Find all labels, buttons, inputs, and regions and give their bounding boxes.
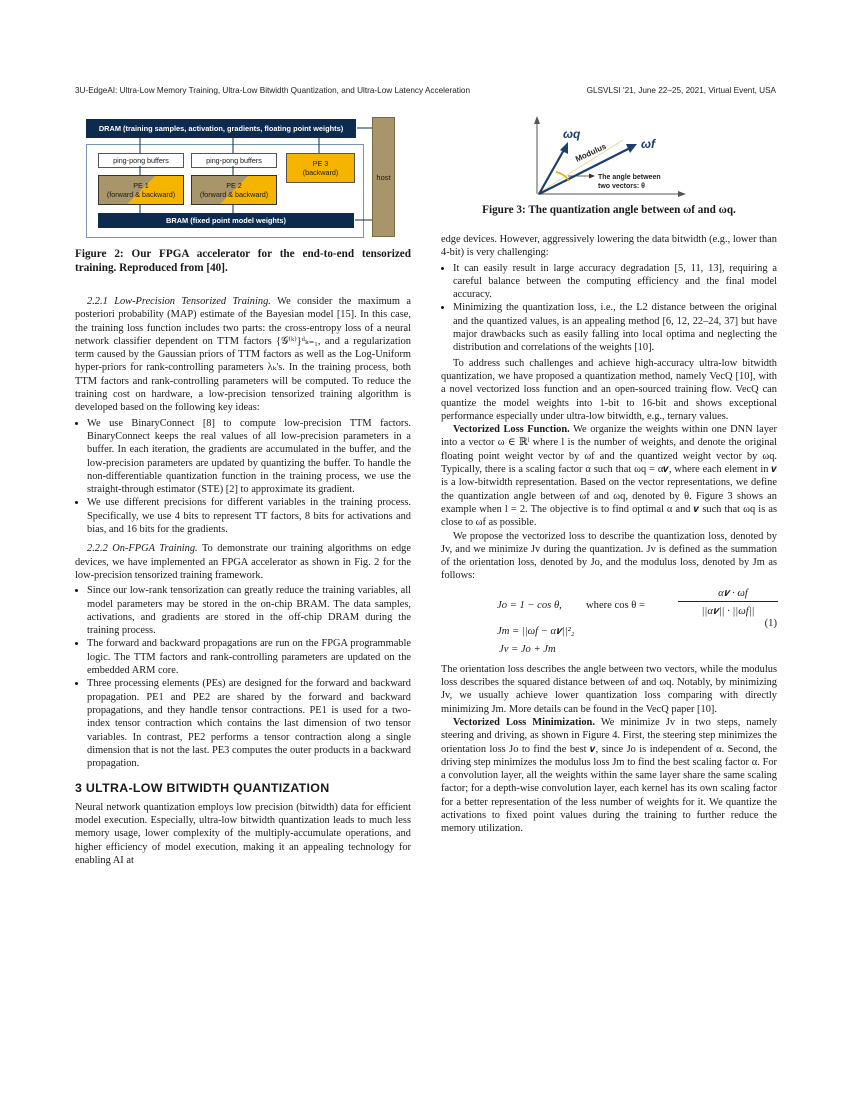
vectorized-loss-function-heading: Vectorized Loss Function. bbox=[453, 424, 570, 436]
ping-pong-buffer-2: ping-pong buffers bbox=[191, 153, 277, 168]
section-2-2-2-title: 2.2.2 On-FPGA Training. bbox=[87, 543, 198, 555]
angle-pointer-arrow-icon bbox=[589, 174, 595, 179]
figure-3-vector-diagram bbox=[525, 108, 765, 198]
right-column bbox=[441, 233, 777, 836]
equation-denominator: ||α𝒗|| · ||ωf|| bbox=[701, 605, 755, 617]
challenges-list bbox=[441, 262, 777, 355]
list-item: • The forward and backward propagations are run on the FPGA programmable logic. The TTM factors and rank-controlling parameters are updated on the embedded ARM core. bbox=[87, 637, 411, 677]
wq-label: ωq bbox=[563, 127, 581, 141]
paragraph: edge devices. However, aggressively lowering the data bitwidth (e.g., lower than 4-bit) is very challenging: bbox=[441, 234, 777, 259]
paragraph: The orientation loss describes the angle between two vectors, while the modulus loss describes the squared distance between ωf and ωq. Notably, by minimizing Jv, we usually achieve lower quantization loss comparing with directly minimizing Jm. More details can be found in the VecQ paper [10]. bbox=[441, 663, 777, 715]
equation-numerator: α𝒗 · ωf bbox=[718, 587, 748, 599]
pe1-label: PE 1 bbox=[133, 181, 149, 190]
section-2-2-2-text: To demonstrate our training algorithms on edge devices, we have implemented an FPGA accelerator as shown in Fig. 2 for the low-precision tensorized training framework. bbox=[75, 543, 411, 581]
y-axis-arrow-icon bbox=[534, 116, 540, 124]
dram-block: DRAM (training samples, activation, gradients, floating point weights) bbox=[86, 119, 356, 138]
modulus-label: Modulus bbox=[574, 141, 608, 164]
running-header-title: 3U-EdgeAI: Ultra-Low Memory Training, Ultra-Low Bitwidth Quantization, and Ultra-Low Latency Acceleration bbox=[75, 86, 470, 95]
equation-number: (1) bbox=[764, 617, 777, 629]
list-item: • Three processing elements (PEs) are designed for the forward and backward propagation. PE1 and PE2 are shared by the forward and backward propagations, and they handle tensor contractions. PE1 is used for a two-index tensor contraction which contains the last dimension of two tensor variables. In contrast, PE2 performs a tensor contraction along a single dimension that is not the last. PE3 computes the outer products in a backward propagation. bbox=[87, 677, 411, 770]
list-item: • We use different precisions for different variables in the training process. Specifically, we use 4 bits to represent TT factors, 8 bits for activations and bias, and 16 bits for the gradients. bbox=[87, 496, 411, 536]
pe3-label: PE 3 bbox=[312, 159, 329, 168]
paragraph: We minimize Jv in two steps, namely steering and driving, as shown in Figure 4. First, the steering step minimizes the orientation loss Jo to find the best 𝒗, since Jo is independent of α. Second, the driving step minimizes the modulus loss Jm to find the best scaling factor α. For a convolution layer, all the weights within the same layer share the same scaling factor; for a depth-wise convolution layer, each kernel has its own scaling factor for a better representation of the less number of weights for it. We quantize the activations to fixed point values during the training to further reduce the memory utilization. bbox=[441, 716, 777, 835]
running-header-venue: GLSVLSI '21, June 22–25, 2021, Virtual Event, USA bbox=[586, 86, 776, 95]
wq-arrowhead-icon bbox=[560, 142, 568, 154]
figure-2-caption: Figure 2: Our FPGA accelerator for the end-to-end tensorized training. Reproduced from [40]. bbox=[75, 248, 411, 274]
section-2-2-1-bullets bbox=[75, 417, 411, 537]
list-item: • Since our low-rank tensorization can greatly reduce the training variables, all model parameters may be stored in the on-chip BRAM. The data samples, activations, and gradients are stored in the off-chip DRAM during the training process. bbox=[87, 584, 411, 637]
list-item: • Minimizing the quantization loss, i.e., the L2 distance between the original and the quantized values, is an appealing method [6, 12, 22–24, 37] but have major drawbacks such as easily falling into local optima and neglecting the distribution and correlations of the weights [10]. bbox=[453, 301, 777, 354]
pe2-label: PE 2 bbox=[226, 181, 242, 190]
equation-1 bbox=[441, 587, 777, 661]
list-item: • It can easily result in large accuracy degradation [5, 11, 13], requiring a careful balance between the computing efficiency and the final model accuracy. bbox=[453, 262, 777, 302]
section-2-2-1-title: 2.2.1 Low-Precision Tensorized Training. bbox=[87, 296, 271, 307]
section-2-2-2-bullets bbox=[75, 584, 411, 770]
figure-3-caption: Figure 3: The quantization angle between ωf and ωq. bbox=[482, 204, 736, 216]
left-column bbox=[75, 295, 411, 867]
host-block: host bbox=[372, 117, 395, 237]
pe2-sub: (forward & backward) bbox=[199, 190, 269, 199]
equation-orientation: Jo = 1 − cos θ, bbox=[497, 599, 562, 611]
angle-label-line1: The angle between bbox=[598, 174, 661, 181]
figure-2-fpga-diagram bbox=[86, 117, 404, 234]
wf-label: ωf bbox=[641, 137, 656, 151]
equation-modulus: Jm = ||ωf − α𝒗||²₂ bbox=[497, 625, 575, 637]
section-3-heading: 3 ULTRA-LOW BITWIDTH QUANTIZATION bbox=[75, 781, 330, 796]
vectorized-loss-minimization-heading: Vectorized Loss Minimization. bbox=[453, 716, 595, 728]
paragraph: We organize the weights within one DNN layer into a vector ω ∈ ℝˡ where l is the number of weights, and denote the original floating point weight vector by ωf and the quantized weight vector by ωq. Typically, there is a scaling factor α such that ωq = α𝒗, where each element in 𝒗 is a low-bitwidth representation. Based on the vector representations, we define the quantization angle between ωf and ωq, denoted by θ. Figure 3 shows an example when l = 2. The objective is to find optimal α and 𝒗 such that ωq is as close to ωf as possible. bbox=[441, 424, 777, 529]
paragraph: We propose the vectorized loss to describe the quantization loss, denoted by Jv, and we minimize Jv during the quantization. Jv is defined as the summation of the orientation loss, denoted by Jo, and the modulus loss, denoted by Jm as follows: bbox=[441, 530, 777, 582]
ping-pong-buffer-1: ping-pong buffers bbox=[98, 153, 184, 168]
list-item: • We use BinaryConnect [8] to compute low-precision TTM factors. BinaryConnect keeps the real values of all low-precision parameters in a buffer. In each iteration, the gradients are accumulated in the buffer, and the low-precision parameters are updated by quantizing the buffer. To handle the non-differentiable quantization function in the training process, we use the straight-through estimator (STE) [2] to approximate its gradient. bbox=[87, 417, 411, 497]
equation-vectorized: Jv = Jo + Jm bbox=[499, 643, 556, 655]
pe3-sub: (backward) bbox=[302, 168, 339, 177]
paragraph: To address such challenges and achieve high-accuracy ultra-low bitwidth quantization, we have proposed a quantization method, namely VecQ [10], with a novel vectorized loss function and an open-sourced training flow. VecQ can quantize the model weights into 1-bit to 16-bit and shows exceptional performance especially under ultra-low bitwidth, e.g., ternary values. bbox=[441, 357, 777, 422]
fraction-bar bbox=[678, 601, 778, 602]
pe1-sub: (forward & backward) bbox=[106, 190, 176, 199]
equation-where: where cos θ = bbox=[586, 599, 645, 611]
section-3-paragraph: Neural network quantization employs low precision (bitwidth) data for efficient model execution. Especially, ultra-low bitwidth quantization leads to much less memory usage, lower complexity of the multiply-accumulate operations, and higher efficiency of model execution, making it an appealing technology for enabling AI at bbox=[75, 801, 411, 866]
section-2-2-1-text: We consider the maximum a posteriori probability (MAP) estimate of the Bayesian model [15]. In this case, the training loss function includes two parts: the cross-entropy loss of a neural network classifier dependent on TTM factors {𝒢⁽ᵏ⁾}ᵈₖ₌₁, and a regularization term caused by the Gaussian priors of TTM factors as well as the Log-Uniform hyper-priors for rank-controlling parameters λₖ's. In the training process, both TTM factors and rank-controlling parameters will be computed. To reduce the training cost on hardware, a low-precision tensorized training algorithm is developed based on the following key ideas: bbox=[75, 296, 411, 414]
bram-block: BRAM (fixed point model weights) bbox=[98, 213, 354, 228]
angle-label-line2: two vectors: θ bbox=[598, 183, 645, 190]
figure-2-arrows bbox=[86, 117, 404, 235]
x-axis-arrow-icon bbox=[678, 191, 686, 197]
